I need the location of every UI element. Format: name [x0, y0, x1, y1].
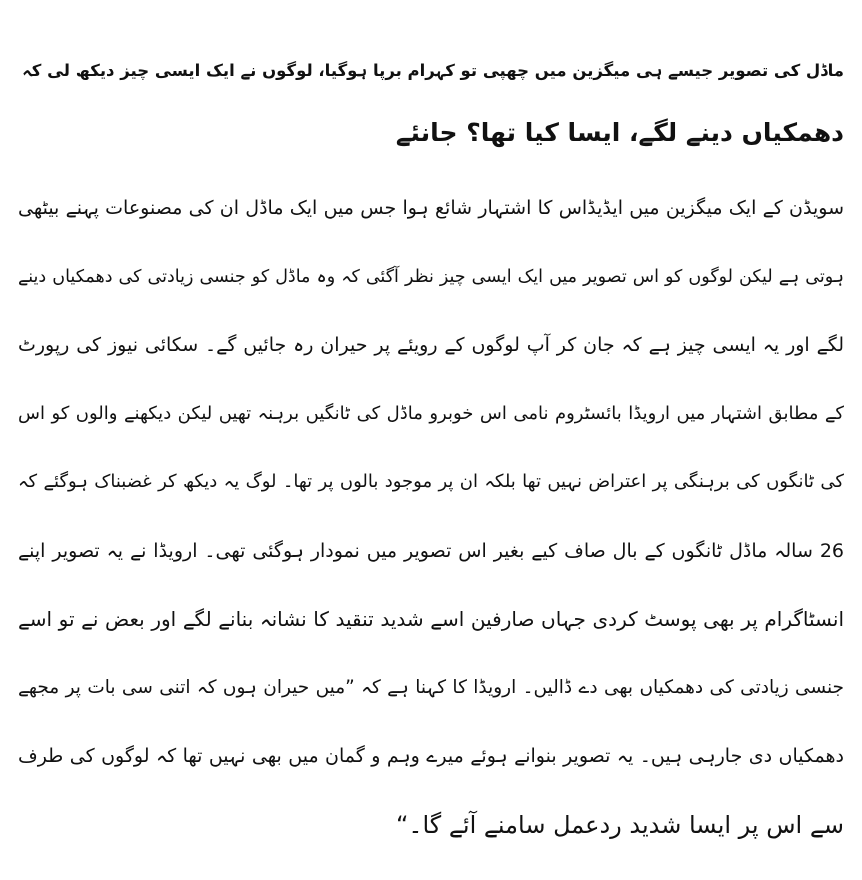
body-line: 26 سالہ ماڈل ٹانگوں کے بال صاف کیے بغیر اس تصویر میں نمودار ہوگئی تھی۔ ارویڈا نے یہ تصویر اپنے [18, 539, 844, 562]
article-headline [18, 0, 844, 164]
body-line: انسٹاگرام پر بھی پوسٹ کردی جہاں صارفین اسے شدید تنقید کا نشانہ بنانے لگے اور بعض نے تو اسے [18, 607, 844, 631]
body-line: ہوتی ہے لیکن لوگوں کو اس تصویر میں ایک ایسی چیز نظر آگئی کہ وہ ماڈل کو جنسی زیادتی کی دھمکیاں دینے [18, 266, 844, 287]
body-line: لگے اور یہ ایسی چیز ہے کہ جان کر آپ لوگوں کے رویئے پر حیران رہ جائیں گے۔ سکائی نیوز کی رپورٹ [18, 334, 844, 356]
body-line: جنسی زیادتی کی دھمکیاں بھی دے ڈالیں۔ ارویڈا کا کہنا ہے کہ ”میں حیران ہوں کہ اتنی سی بات پر مجھے [18, 676, 844, 698]
body-line: دھمکیاں دی جارہی ہیں۔ یہ تصویر بنوانے ہوئے میرے وہم و گمان میں بھی نہیں تھا کہ لوگوں کی طرف [18, 745, 844, 767]
headline-line: ماڈل کی تصویر جیسے ہی میگزین میں چھپی تو کہرام برپا ہوگیا، لوگوں نے ایک ایسی چیز دیکھ لی کہ [22, 61, 844, 80]
article-body [18, 164, 844, 859]
news-article [18, 0, 844, 859]
headline-line: دھمکیاں دینے لگے، ایسا کیا تھا؟ جانئے [395, 118, 844, 147]
body-line: سویڈن کے ایک میگزین میں ایڈیڈاس کا اشتہار شائع ہوا جس میں ایک ماڈل ان کی مصنوعات پہنے بیٹھی [18, 197, 844, 219]
body-line: کی ٹانگوں کی برہنگی پر اعتراض نہیں تھا بلکہ ان پر موجود بالوں پر تھا۔ لوگ یہ دیکھ کر غضبناک ہوگئے کہ [18, 471, 844, 492]
body-line: کے مطابق اشتہار میں ارویڈا بائسٹروم نامی اس خوبرو ماڈل کی ٹانگیں برہنہ تھیں لیکن دیکھنے والوں کو اس [18, 402, 844, 424]
body-line: سے اس پر ایسا شدید ردعمل سامنے آئے گا۔“ [395, 810, 844, 839]
